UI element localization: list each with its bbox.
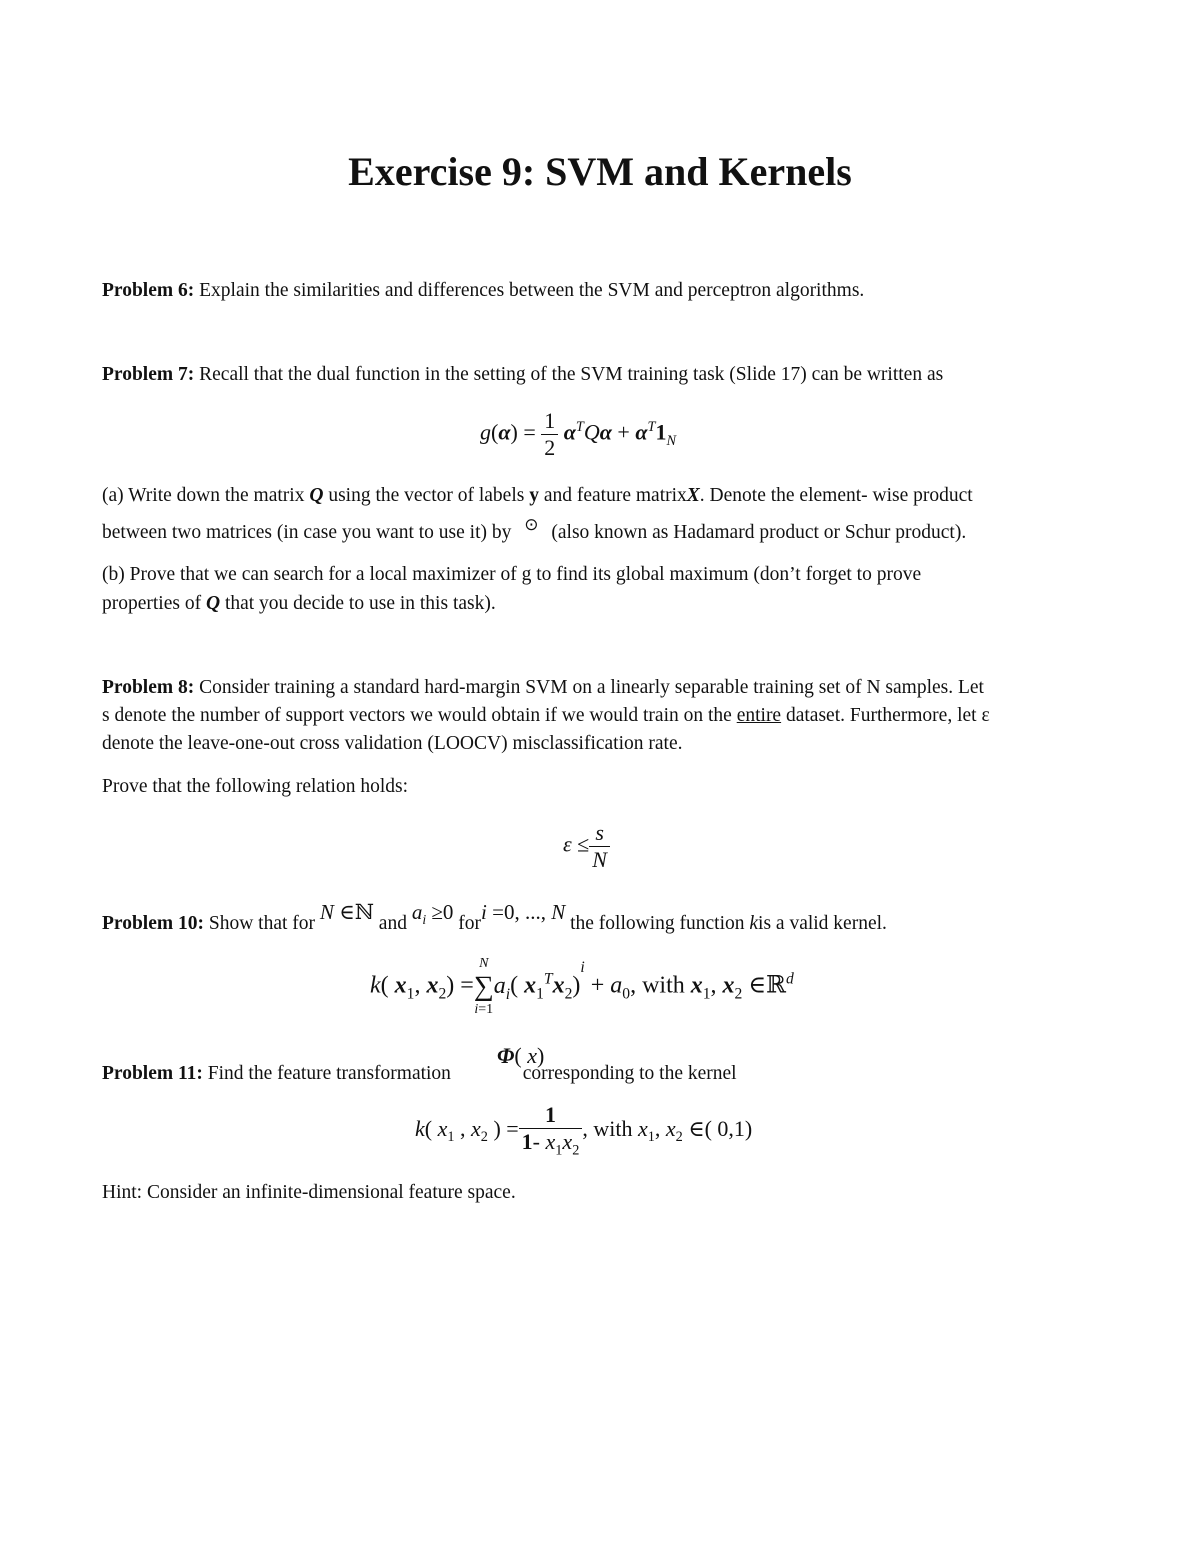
problem-8-line3: denote the leave-one-out cross validation (LOOCV) misclassification rate. — [102, 733, 683, 754]
problem-7a-end: . Denote the element- wise product — [699, 485, 973, 506]
rational-kernel-equation: k( $x_1$ , $x_2$ ) = $\frac{1}{1- x_1x_2}$ , with $x_1$, $x_2$ ∈( 0,1) — [415, 1102, 753, 1159]
problem-6 — [102, 277, 864, 305]
problem-7b-line1: (b) Prove that we can search for a local maximizer of g to find its global maximum (don’t forget to prove — [102, 564, 922, 585]
problem-10-t3: for — [458, 913, 482, 934]
problem-7b-post: that you decide to use in this task). — [224, 593, 496, 614]
polynomial-kernel-equation: k( $x_1$, $x_2$) = N ∑ i=1 $a_i$( $x_1^Tx_2)^i + a_0$, with $x_1$, $x_2$ ∈ℝ$^d$ — [370, 956, 794, 1017]
vector-y: y — [529, 485, 539, 506]
problem-8-entire: entire — [736, 705, 782, 726]
problem-7a-line2-text: between two matrices (in case you want to use it) by — [102, 522, 512, 543]
kernel-k: k — [749, 913, 759, 934]
problem-8-label: Problem 8: — [102, 677, 195, 698]
dual-function-equation: g(α) = $\frac{1}{2}$ $\alpha^TQ\alpha + \alpha^T1_N$ — [480, 408, 677, 460]
page-title: Exercise 9: SVM and Kernels — [348, 149, 852, 194]
problem-8-line2-pre: s denote the number of support vectors we would obtain if we would train on the — [102, 705, 732, 726]
problem-7a-prefix: (a) Write down the matrix — [102, 485, 305, 506]
problem-7a-mid: using the vector of labels — [328, 485, 525, 506]
feature-transformation-phi: Φ( x) — [497, 1043, 545, 1068]
problem-7a-line2-end: (also known as Hadamard product or Schur product). — [551, 522, 967, 543]
problem-8-text1: Consider training a standard hard-margin SVM on a linearly separable training set of N samples. Let — [199, 677, 984, 698]
problem-8-line1 — [102, 674, 984, 702]
problem-10-t1: Show that for — [208, 913, 316, 934]
problem-10-label: Problem 10: — [102, 913, 204, 934]
problem-6-label: Problem 6: — [102, 280, 195, 301]
problem-11-hint: Hint: Consider an infinite-dimensional feature space. — [102, 1182, 516, 1203]
problem-10-t5: is a valid kernel. — [758, 913, 887, 934]
problem-11-t1: Find the feature transformation — [207, 1063, 451, 1084]
problem-7a-mid2: and feature matrix — [543, 485, 687, 506]
problem-10-t2: and — [378, 913, 407, 934]
loocv-bound-equation: ε ≤ $\frac{s}{N}$ — [563, 820, 610, 873]
problem-7-label: Problem 7: — [102, 364, 195, 385]
problem-7a-line1 — [102, 482, 973, 510]
hadamard-symbol-icon: ⊙ — [524, 515, 539, 534]
matrix-q: Q — [309, 485, 324, 506]
problem-10-line — [102, 900, 887, 944]
problem-7a-line2 — [102, 515, 967, 547]
problem-10-t4: the following function — [570, 913, 745, 934]
problem-7b-line2 — [102, 590, 496, 618]
problem-11-line — [102, 1060, 737, 1088]
n-in-naturals: N ∈ℕ — [319, 900, 374, 924]
problem-8-line4: Prove that the following relation holds: — [102, 776, 408, 797]
problem-11-t2: corresponding to the kernel — [522, 1063, 737, 1084]
problem-7b-pre: properties of — [102, 593, 202, 614]
problem-7-text: Recall that the dual function in the setting of the SVM training task (Slide 17) can be written as — [199, 364, 944, 385]
problem-8-line2 — [102, 702, 990, 730]
matrix-q-ref: Q — [205, 593, 221, 614]
index-range: i =0, ..., N — [481, 900, 566, 924]
problem-6-text: Explain the similarities and differences between the SVM and perceptron algorithms. — [199, 280, 865, 301]
problem-7 — [102, 361, 943, 389]
a-nonneg: $a_i \ge 0$ — [411, 900, 454, 928]
problem-8-line2-post: dataset. Furthermore, let ε — [785, 705, 990, 726]
problem-11-label: Problem 11: — [102, 1063, 203, 1084]
matrix-x: X — [686, 485, 700, 506]
